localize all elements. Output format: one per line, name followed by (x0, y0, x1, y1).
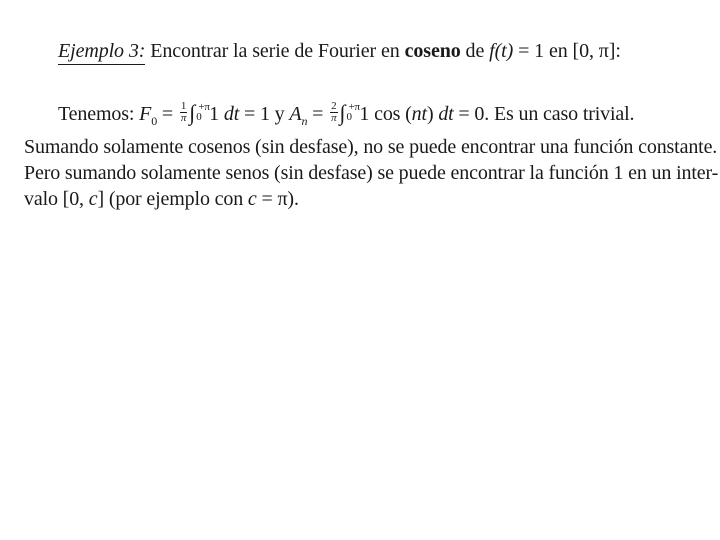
equals-sign: = (307, 103, 329, 125)
example-text-before: Encontrar la serie de Fourier en (145, 40, 405, 62)
text-valo: valo [0, (24, 188, 89, 210)
subscript-n: n (301, 114, 308, 128)
fraction-denominator: π (331, 111, 337, 124)
integrand-cos: 1 cos ( (359, 103, 412, 125)
example-text-after: = 1 en [0, π]: (513, 40, 621, 62)
integrand: 1 (209, 103, 224, 125)
paragraph-line-2: Sumando solamente cosenos (sin desfase), no se puede encontrar una función constante. (24, 136, 718, 158)
differential-dt: dt (223, 103, 240, 125)
fraction-1-over-pi (180, 101, 187, 124)
integral-lower-limit: 0 (346, 111, 352, 123)
symbol-nt: nt (411, 103, 427, 125)
paragraph-line-3: Pero sumando solamente senos (sin desfase) se puede encontrar la función 1 en un inter- (24, 162, 719, 184)
example-function: f(t) (489, 40, 514, 62)
integral-sign: ∫ +π 0 (340, 100, 346, 126)
subscript-0: 0 (151, 114, 158, 128)
integral-upper-limit: +π (348, 101, 360, 113)
example-bold-word: coseno (404, 40, 461, 62)
fraction-2-over-pi (330, 101, 337, 124)
fraction-numerator: 1 (180, 99, 187, 112)
differential-dt: dt (438, 103, 454, 125)
text-equals-one-y: = 1 y (239, 103, 290, 125)
paragraph-line-1 (24, 100, 684, 134)
symbol-c: c (88, 188, 98, 210)
fraction-numerator: 2 (331, 99, 337, 112)
symbol-F: F (139, 103, 152, 125)
symbol-A: A (289, 103, 302, 125)
equals-sign: = (157, 103, 178, 125)
paragraph-line-4 (24, 186, 684, 212)
body-paragraph (24, 99, 719, 212)
text-caso-trivial: = 0. Es un caso trivial. (453, 103, 635, 125)
integral-lower-limit: 0 (196, 111, 202, 123)
text-tenemos: Tenemos: (58, 103, 140, 125)
paren-close: ) (426, 103, 439, 125)
integral-upper-limit: +π (198, 101, 210, 113)
example-label: Ejemplo 3: (58, 40, 145, 65)
text-equals-pi: = π). (256, 188, 299, 210)
text-por-ejemplo: ] (por ejemplo con (97, 188, 248, 210)
integral-sign: ∫ +π 0 (189, 100, 195, 126)
example-heading (58, 40, 621, 65)
fraction-denominator: π (180, 111, 187, 124)
symbol-c: c (247, 188, 257, 210)
example-text-middle: de (460, 40, 490, 62)
